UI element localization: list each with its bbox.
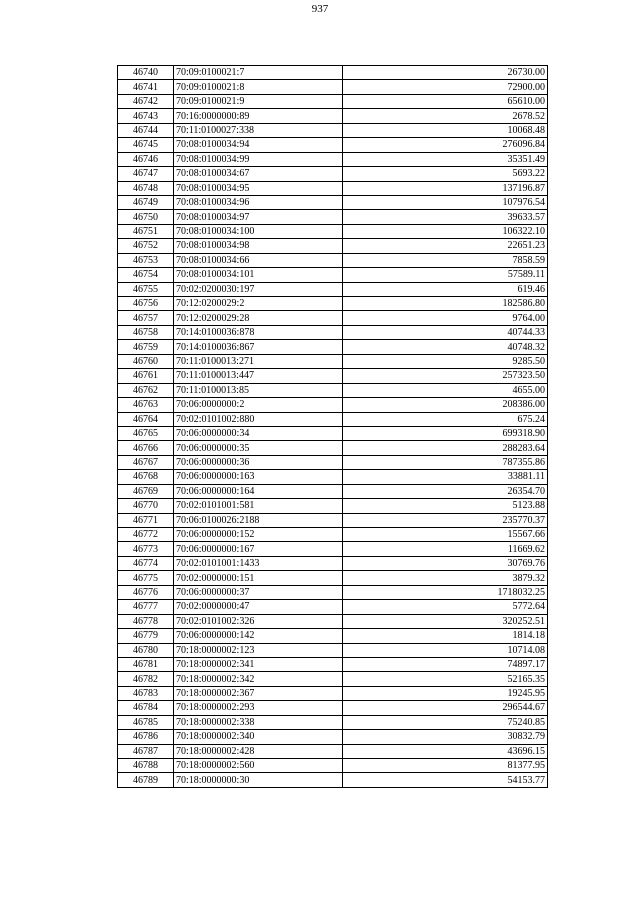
table-row [118, 614, 548, 628]
table-row [118, 773, 548, 787]
row-number-cell: 46759 [118, 340, 174, 354]
cadastral-value-cell: 30769.76 [343, 556, 548, 570]
cadastral-value-cell: 19245.95 [343, 686, 548, 700]
row-number-cell: 46763 [118, 398, 174, 412]
row-number-cell: 46767 [118, 455, 174, 469]
table-row [118, 181, 548, 195]
cadastral-number-cell: 70:18:0000002:341 [174, 657, 343, 671]
row-number-cell: 46742 [118, 94, 174, 108]
cadastral-value-cell: 182586.80 [343, 297, 548, 311]
row-number-cell: 46771 [118, 513, 174, 527]
table-row [118, 268, 548, 282]
cadastral-value-cell: 235770.37 [343, 513, 548, 527]
cadastral-number-cell: 70:02:0101002:326 [174, 614, 343, 628]
cadastral-value-cell: 15567.66 [343, 528, 548, 542]
table-row [118, 701, 548, 715]
table-row [118, 484, 548, 498]
cadastral-number-cell: 70:14:0100036:867 [174, 340, 343, 354]
cadastral-number-cell: 70:08:0100034:66 [174, 253, 343, 267]
cadastral-value-cell: 26730.00 [343, 66, 548, 80]
cadastral-number-cell: 70:18:0000002:428 [174, 744, 343, 758]
cadastral-value-cell: 10714.08 [343, 643, 548, 657]
row-number-cell: 46772 [118, 528, 174, 542]
table-row [118, 513, 548, 527]
table-row [118, 744, 548, 758]
cadastral-number-cell: 70:18:0000002:340 [174, 730, 343, 744]
cadastral-number-cell: 70:06:0000000:164 [174, 484, 343, 498]
cadastral-value-cell: 288283.64 [343, 441, 548, 455]
table-row [118, 138, 548, 152]
cadastral-value-cell: 52165.35 [343, 672, 548, 686]
table-row [118, 629, 548, 643]
cadastral-number-cell: 70:06:0000000:163 [174, 470, 343, 484]
row-number-cell: 46743 [118, 109, 174, 123]
cadastral-value-cell: 1814.18 [343, 629, 548, 643]
cadastral-number-cell: 70:02:0101001:1433 [174, 556, 343, 570]
cadastral-value-cell: 35351.49 [343, 152, 548, 166]
row-number-cell: 46749 [118, 195, 174, 209]
row-number-cell: 46758 [118, 325, 174, 339]
cadastral-number-cell: 70:18:0000002:293 [174, 701, 343, 715]
table-row [118, 239, 548, 253]
row-number-cell: 46780 [118, 643, 174, 657]
row-number-cell: 46744 [118, 123, 174, 137]
row-number-cell: 46764 [118, 412, 174, 426]
cadastral-number-cell: 70:06:0000000:167 [174, 542, 343, 556]
table-row [118, 369, 548, 383]
cadastral-number-cell: 70:18:0000002:338 [174, 715, 343, 729]
cadastral-number-cell: 70:09:0100021:7 [174, 66, 343, 80]
row-number-cell: 46777 [118, 600, 174, 614]
registry-table [117, 65, 548, 788]
cadastral-value-cell: 5123.88 [343, 499, 548, 513]
cadastral-value-cell: 10068.48 [343, 123, 548, 137]
row-number-cell: 46786 [118, 730, 174, 744]
table-row [118, 109, 548, 123]
table-row [118, 643, 548, 657]
row-number-cell: 46766 [118, 441, 174, 455]
cadastral-value-cell: 43696.15 [343, 744, 548, 758]
cadastral-number-cell: 70:08:0100034:67 [174, 167, 343, 181]
cadastral-value-cell: 65610.00 [343, 94, 548, 108]
row-number-cell: 46751 [118, 224, 174, 238]
row-number-cell: 46746 [118, 152, 174, 166]
cadastral-number-cell: 70:06:0000000:2 [174, 398, 343, 412]
table-row [118, 672, 548, 686]
cadastral-value-cell: 54153.77 [343, 773, 548, 787]
cadastral-number-cell: 70:06:0000000:35 [174, 441, 343, 455]
cadastral-value-cell: 39633.57 [343, 210, 548, 224]
cadastral-number-cell: 70:06:0000000:37 [174, 585, 343, 599]
cadastral-value-cell: 81377.95 [343, 759, 548, 773]
row-number-cell: 46740 [118, 66, 174, 80]
cadastral-number-cell: 70:12:0200029:28 [174, 311, 343, 325]
row-number-cell: 46774 [118, 556, 174, 570]
table-row [118, 94, 548, 108]
table-row [118, 528, 548, 542]
table-row [118, 730, 548, 744]
table-row [118, 398, 548, 412]
cadastral-number-cell: 70:18:0000002:342 [174, 672, 343, 686]
table-row [118, 441, 548, 455]
cadastral-value-cell: 57589.11 [343, 268, 548, 282]
cadastral-value-cell: 107976.54 [343, 195, 548, 209]
table-row [118, 66, 548, 80]
row-number-cell: 46753 [118, 253, 174, 267]
cadastral-number-cell: 70:06:0000000:34 [174, 426, 343, 440]
row-number-cell: 46773 [118, 542, 174, 556]
row-number-cell: 46747 [118, 167, 174, 181]
cadastral-number-cell: 70:18:0000000:30 [174, 773, 343, 787]
row-number-cell: 46748 [118, 181, 174, 195]
table-row [118, 499, 548, 513]
registry-table-body [118, 66, 548, 788]
cadastral-number-cell: 70:18:0000002:123 [174, 643, 343, 657]
table-row [118, 224, 548, 238]
row-number-cell: 46754 [118, 268, 174, 282]
cadastral-number-cell: 70:12:0200029:2 [174, 297, 343, 311]
cadastral-number-cell: 70:08:0100034:101 [174, 268, 343, 282]
row-number-cell: 46757 [118, 311, 174, 325]
cadastral-number-cell: 70:11:0100013:271 [174, 354, 343, 368]
cadastral-number-cell: 70:08:0100034:96 [174, 195, 343, 209]
row-number-cell: 46761 [118, 369, 174, 383]
table-row [118, 585, 548, 599]
cadastral-value-cell: 9764.00 [343, 311, 548, 325]
table-row [118, 426, 548, 440]
row-number-cell: 46765 [118, 426, 174, 440]
cadastral-value-cell: 40748.32 [343, 340, 548, 354]
table-row [118, 470, 548, 484]
cadastral-number-cell: 70:14:0100036:878 [174, 325, 343, 339]
page-number: 937 [311, 3, 329, 15]
row-number-cell: 46781 [118, 657, 174, 671]
cadastral-value-cell: 320252.51 [343, 614, 548, 628]
row-number-cell: 46752 [118, 239, 174, 253]
row-number-cell: 46769 [118, 484, 174, 498]
cadastral-value-cell: 208386.00 [343, 398, 548, 412]
cadastral-number-cell: 70:11:0100027:338 [174, 123, 343, 137]
cadastral-value-cell: 3879.32 [343, 571, 548, 585]
cadastral-number-cell: 70:08:0100034:99 [174, 152, 343, 166]
row-number-cell: 46782 [118, 672, 174, 686]
cadastral-value-cell: 74897.17 [343, 657, 548, 671]
cadastral-value-cell: 787355.86 [343, 455, 548, 469]
table-row [118, 123, 548, 137]
row-number-cell: 46789 [118, 773, 174, 787]
cadastral-value-cell: 619.46 [343, 282, 548, 296]
cadastral-value-cell: 7858.59 [343, 253, 548, 267]
cadastral-number-cell: 70:09:0100021:8 [174, 80, 343, 94]
cadastral-number-cell: 70:06:0000000:152 [174, 528, 343, 542]
table-row [118, 715, 548, 729]
row-number-cell: 46783 [118, 686, 174, 700]
row-number-cell: 46750 [118, 210, 174, 224]
cadastral-number-cell: 70:06:0100026:2188 [174, 513, 343, 527]
table-row [118, 340, 548, 354]
row-number-cell: 46788 [118, 759, 174, 773]
row-number-cell: 46756 [118, 297, 174, 311]
cadastral-value-cell: 11669.62 [343, 542, 548, 556]
row-number-cell: 46760 [118, 354, 174, 368]
cadastral-number-cell: 70:02:0000000:47 [174, 600, 343, 614]
cadastral-number-cell: 70:18:0000002:560 [174, 759, 343, 773]
cadastral-value-cell: 699318.90 [343, 426, 548, 440]
table-row [118, 354, 548, 368]
table-row [118, 152, 548, 166]
row-number-cell: 46775 [118, 571, 174, 585]
table-row [118, 600, 548, 614]
row-number-cell: 46768 [118, 470, 174, 484]
cadastral-number-cell: 70:02:0200030:197 [174, 282, 343, 296]
table-row [118, 686, 548, 700]
cadastral-value-cell: 40744.33 [343, 325, 548, 339]
cadastral-value-cell: 22651.23 [343, 239, 548, 253]
cadastral-number-cell: 70:11:0100013:85 [174, 383, 343, 397]
cadastral-value-cell: 106322.10 [343, 224, 548, 238]
cadastral-value-cell: 296544.67 [343, 701, 548, 715]
table-row [118, 455, 548, 469]
row-number-cell: 46762 [118, 383, 174, 397]
cadastral-value-cell: 30832.79 [343, 730, 548, 744]
cadastral-number-cell: 70:08:0100034:100 [174, 224, 343, 238]
table-row [118, 195, 548, 209]
cadastral-number-cell: 70:02:0101001:581 [174, 499, 343, 513]
table-row [118, 167, 548, 181]
cadastral-number-cell: 70:02:0000000:151 [174, 571, 343, 585]
table-row [118, 383, 548, 397]
table-row [118, 297, 548, 311]
table-row [118, 412, 548, 426]
cadastral-value-cell: 75240.85 [343, 715, 548, 729]
table-row [118, 282, 548, 296]
cadastral-value-cell: 1718032.25 [343, 585, 548, 599]
cadastral-number-cell: 70:09:0100021:9 [174, 94, 343, 108]
table-row [118, 80, 548, 94]
cadastral-value-cell: 257323.50 [343, 369, 548, 383]
row-number-cell: 46779 [118, 629, 174, 643]
table-row [118, 210, 548, 224]
table-row [118, 657, 548, 671]
table-row [118, 253, 548, 267]
cadastral-value-cell: 5693.22 [343, 167, 548, 181]
row-number-cell: 46778 [118, 614, 174, 628]
cadastral-value-cell: 2678.52 [343, 109, 548, 123]
table-row [118, 759, 548, 773]
cadastral-value-cell: 675.24 [343, 412, 548, 426]
cadastral-number-cell: 70:16:0000000:89 [174, 109, 343, 123]
row-number-cell: 46755 [118, 282, 174, 296]
cadastral-number-cell: 70:02:0101002:880 [174, 412, 343, 426]
table-row [118, 325, 548, 339]
cadastral-value-cell: 4655.00 [343, 383, 548, 397]
table-row [118, 311, 548, 325]
row-number-cell: 46741 [118, 80, 174, 94]
cadastral-value-cell: 5772.64 [343, 600, 548, 614]
table-row [118, 556, 548, 570]
table-row [118, 571, 548, 585]
cadastral-number-cell: 70:08:0100034:95 [174, 181, 343, 195]
cadastral-number-cell: 70:06:0000000:142 [174, 629, 343, 643]
cadastral-number-cell: 70:18:0000002:367 [174, 686, 343, 700]
row-number-cell: 46776 [118, 585, 174, 599]
cadastral-number-cell: 70:11:0100013:447 [174, 369, 343, 383]
cadastral-number-cell: 70:06:0000000:36 [174, 455, 343, 469]
row-number-cell: 46785 [118, 715, 174, 729]
row-number-cell: 46745 [118, 138, 174, 152]
cadastral-value-cell: 137196.87 [343, 181, 548, 195]
row-number-cell: 46784 [118, 701, 174, 715]
cadastral-value-cell: 26354.70 [343, 484, 548, 498]
row-number-cell: 46787 [118, 744, 174, 758]
cadastral-number-cell: 70:08:0100034:98 [174, 239, 343, 253]
cadastral-value-cell: 72900.00 [343, 80, 548, 94]
cadastral-value-cell: 276096.84 [343, 138, 548, 152]
cadastral-value-cell: 9285.50 [343, 354, 548, 368]
cadastral-number-cell: 70:08:0100034:97 [174, 210, 343, 224]
row-number-cell: 46770 [118, 499, 174, 513]
table-row [118, 542, 548, 556]
cadastral-number-cell: 70:08:0100034:94 [174, 138, 343, 152]
cadastral-value-cell: 33881.11 [343, 470, 548, 484]
